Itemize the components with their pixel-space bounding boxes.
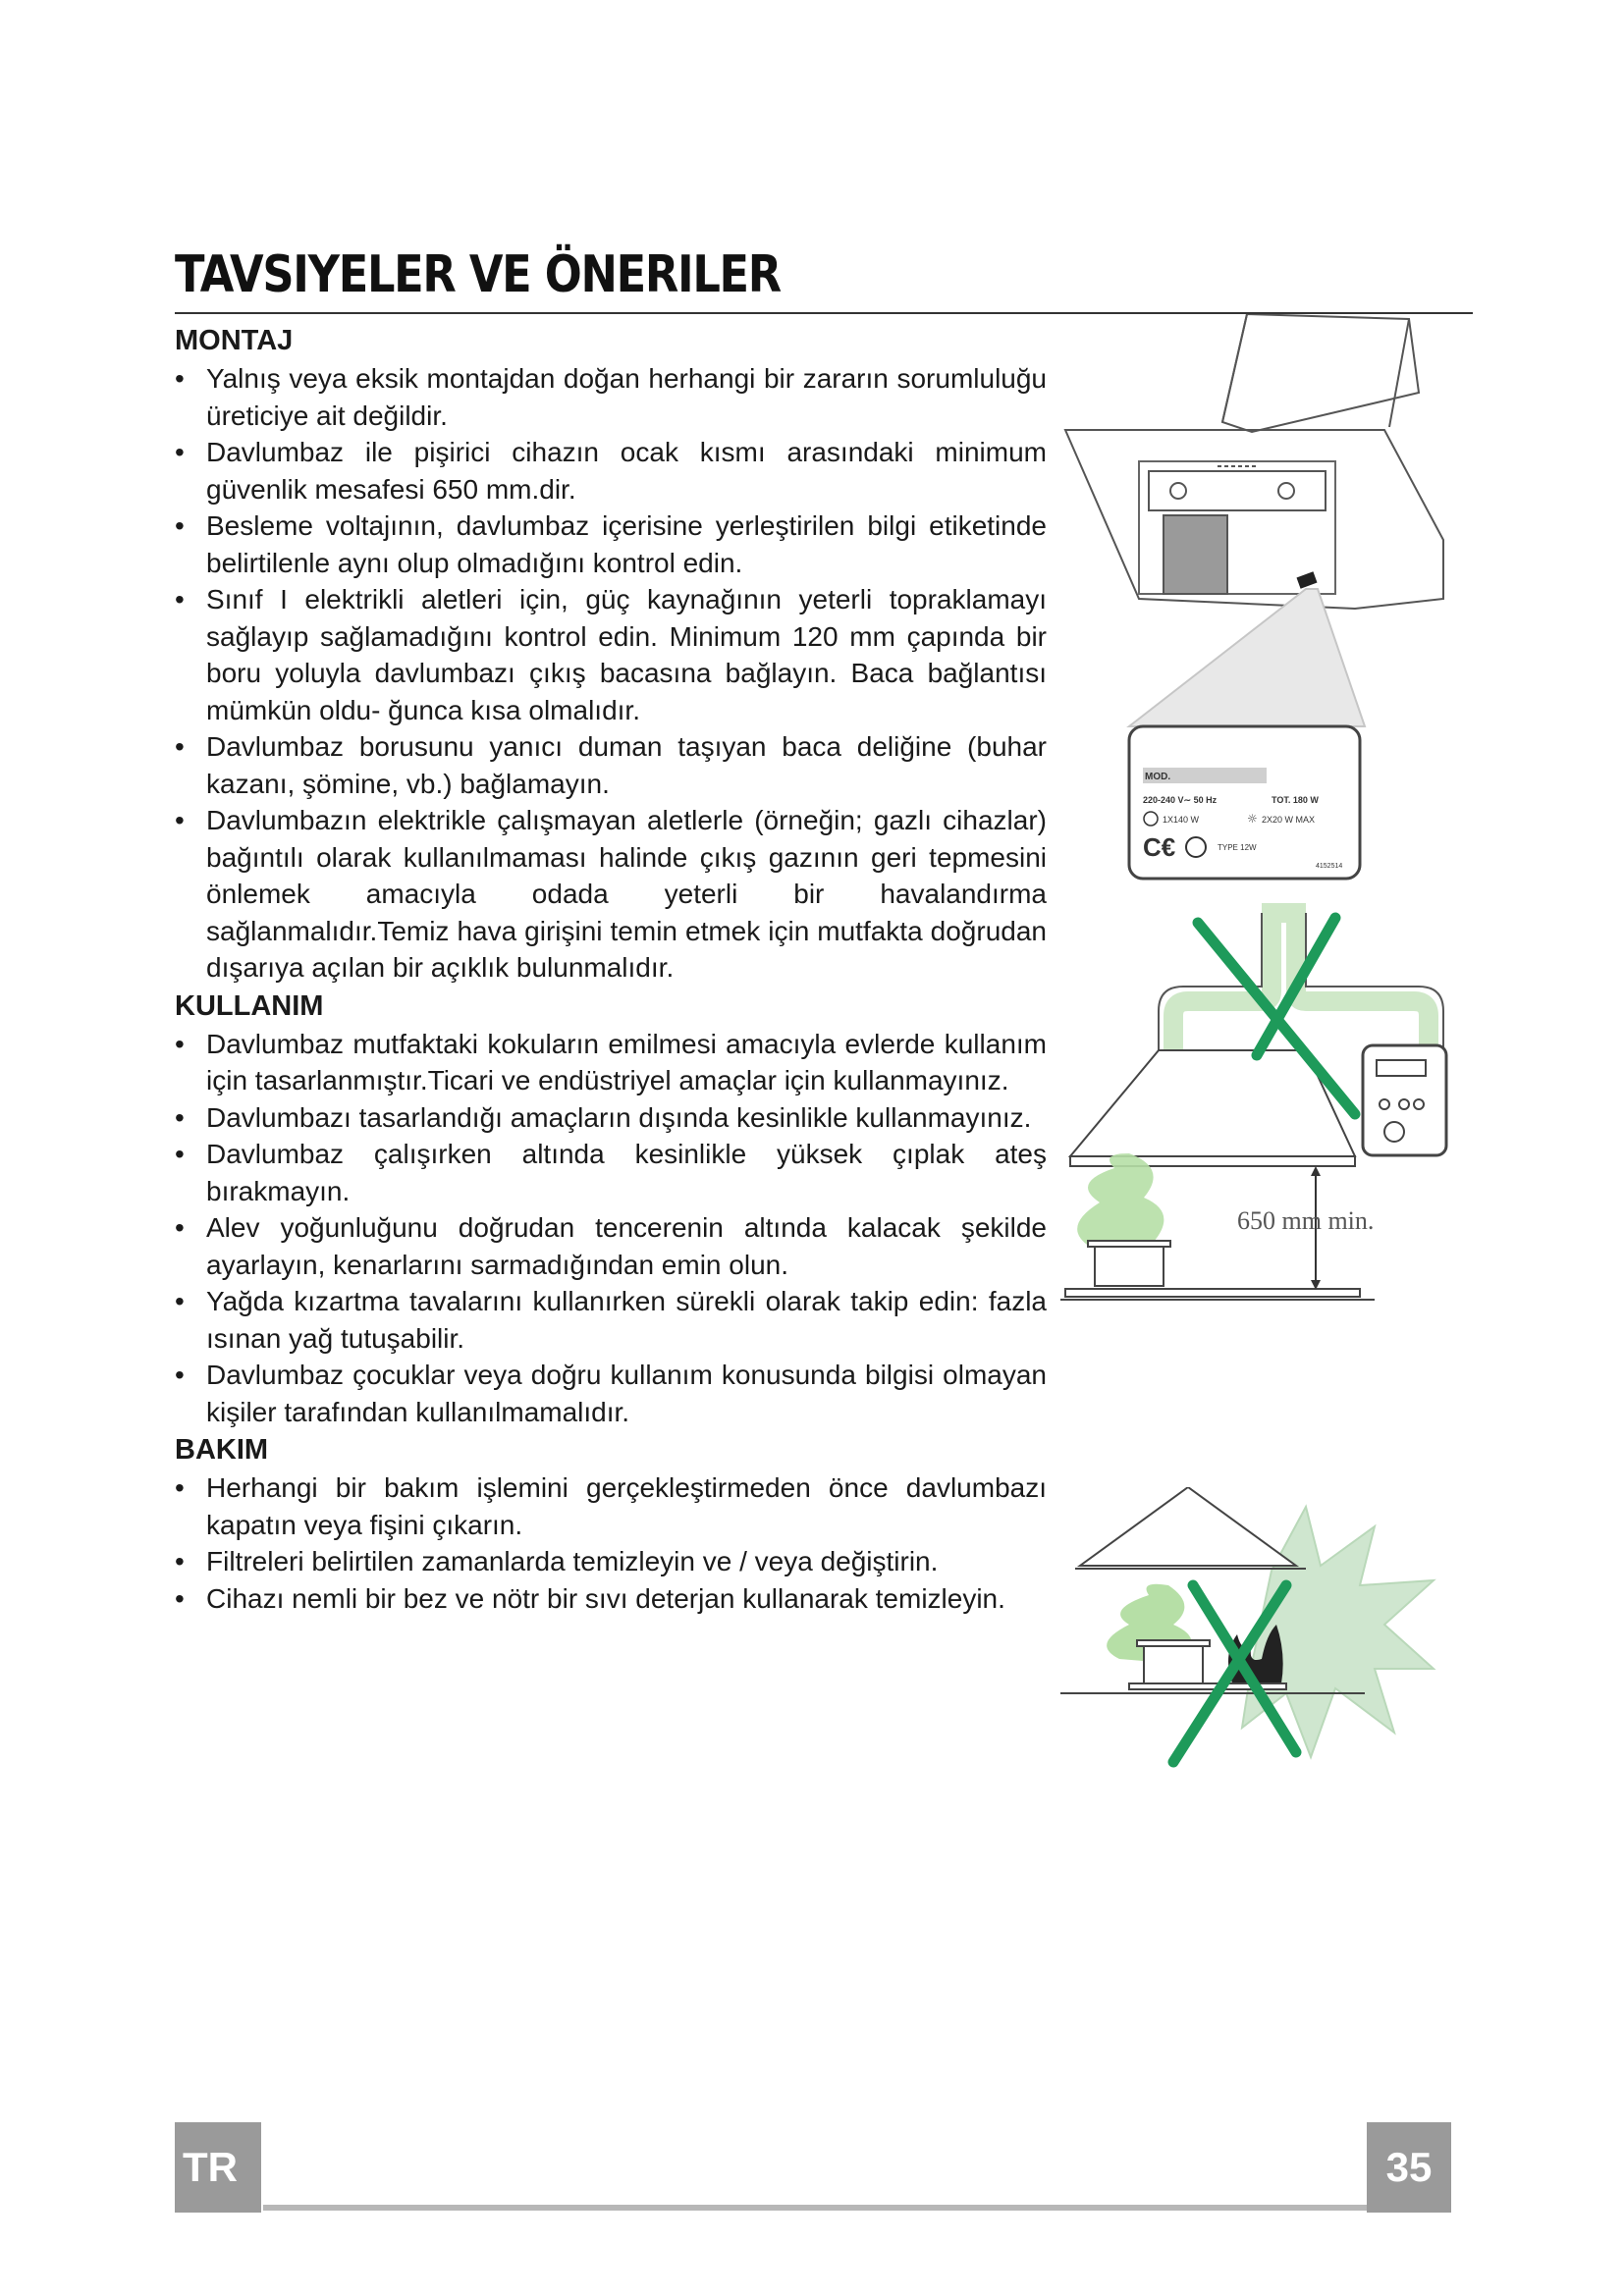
footer-divider <box>263 2205 1377 2211</box>
list-item: • Davlumbaz çalışırken altında kesinlikle yüksek çıplak ateş bırakmayın. <box>175 1136 1047 1209</box>
section-heading-montaj: MONTAJ <box>175 325 294 356</box>
language-tab: TR <box>175 2122 261 2213</box>
lamp-icon: ☼ <box>1247 812 1258 826</box>
label-total-power: TOT. 180 W <box>1272 795 1319 805</box>
list-item: • Cihazı nemli bir bez ve nötr bir sıvı deterjan kullanarak temizleyin. <box>175 1580 1047 1618</box>
label-code: 4152514 <box>1316 863 1343 870</box>
list-item: • Herhangi bir bakım işlemini gerçekleştirmeden önce davlumbazı kapatın veya fişini çıkarın. <box>175 1469 1047 1543</box>
ventilation-distance-illustration <box>1060 903 1473 1315</box>
page-number: 35 <box>1367 2122 1451 2213</box>
list-item: • Filtreleri belirtilen zamanlarda temizleyin ve / veya değiştirin. <box>175 1543 1047 1580</box>
distance-label: 650 mm min. <box>1237 1206 1375 1235</box>
label-type: TYPE 12W <box>1218 843 1257 852</box>
list-item: • Yalnış veya eksik montajdan doğan herhangi bir zararın sorumluluğu üreticiye ait değildir. <box>175 360 1047 434</box>
list-item: • Yağda kızartma tavalarını kullanırken sürekli olarak takip edin: fazla ısınan yağ tutuşabilir. <box>175 1283 1047 1357</box>
page-title: TAVSIYELER VE ÖNERILER <box>175 245 781 304</box>
montaj-list <box>175 360 1047 987</box>
list-item: • Besleme voltajının, davlumbaz içerisine yerleştirilen bilgi etiketinde belirtilenle aynı olup olmadığını kontrol edin. <box>175 507 1047 581</box>
list-item: • Davlumbaz mutfaktaki kokuların emilmesi amacıyla evlerde kullanım için tasarlanmıştır.Ticari ve endüstriyel amaçlar için kullanmayınız. <box>175 1026 1047 1099</box>
list-item: • Sınıf I elektrikli aletleri için, güç kaynağının yeterli topraklamayı sağlayıp sağlamadığını kontrol edin. Minimum 120 mm çapında bir boru yoluyla davlumbazı çıkış bacasına bağlayın. Baca bağlantısı mümkün oldu- ğunca kısa olmalıdır. <box>175 581 1047 728</box>
hood-label-illustration <box>1060 314 1453 893</box>
list-item: • Davlumbazı tasarlandığı amaçların dışında kesinlikle kullanmayınız. <box>175 1099 1047 1137</box>
label-model: MOD. <box>1145 772 1171 782</box>
section-heading-bakim: BAKIM <box>175 1434 269 1466</box>
list-item: • Davlumbaz çocuklar veya doğru kullanım konusunda bilgisi olmayan kişiler tarafından kullanılmamalıdır. <box>175 1357 1047 1430</box>
kullanim-list <box>175 1026 1047 1431</box>
ce-mark: C€ <box>1143 832 1176 862</box>
open-flame-illustration <box>1060 1487 1453 1782</box>
bakim-list <box>175 1469 1047 1617</box>
list-item: • Davlumbaz ile pişirici cihazın ocak kısmı arasındaki minimum güvenlik mesafesi 650 mm.dir. <box>175 434 1047 507</box>
main-text <box>175 321 1047 1617</box>
list-item: • Davlumbaz borusunu yanıcı duman taşıyan baca deliğine (buhar kazanı, şömine, vb.) bağlamayın. <box>175 728 1047 802</box>
list-item: • Alev yoğunluğunu doğrudan tencerenin altında kalacak şekilde ayarlayın, kenarlarını sarmadığından emin olun. <box>175 1209 1047 1283</box>
section-heading-kullanim: KULLANIM <box>175 989 324 1022</box>
list-item: • Davlumbazın elektrikle çalışmayan aletlerle (örneğin; gazlı cihazlar) bağıntılı olarak kullanılmaması halinde çıkış gazının geri tepmesini önlemek amacıyla odada yeterli bir havalandırma sağlanmalıdır.Temiz hava girişini temin etmek için mutfakta doğrudan dışarıya açılan bir açıklık bulunmalıdır. <box>175 802 1047 987</box>
label-voltage: 220-240 V∼ 50 Hz <box>1143 795 1218 805</box>
label-lamps: 2X20 W MAX <box>1262 815 1316 825</box>
label-motor: 1X140 W <box>1163 815 1200 825</box>
